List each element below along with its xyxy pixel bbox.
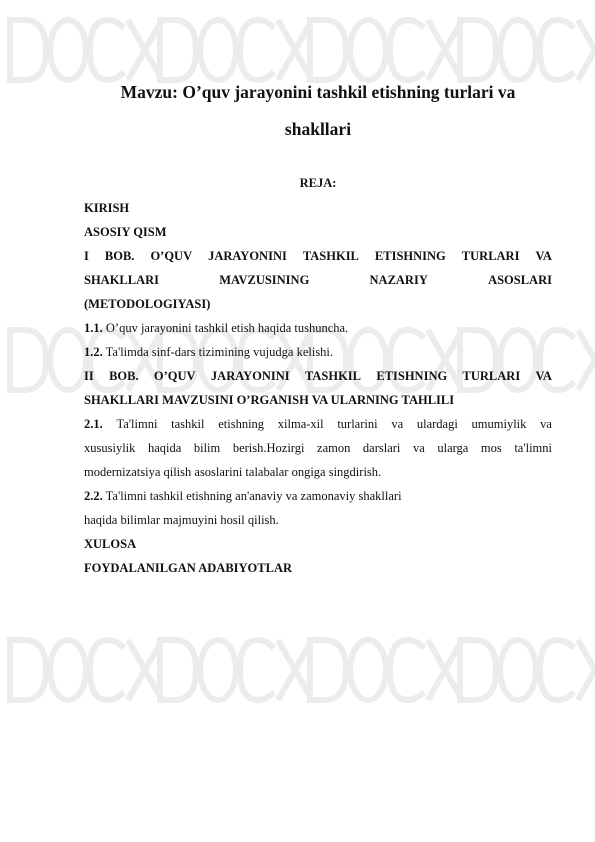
watermark-glyph [460,640,496,700]
word: VA [535,249,552,263]
watermark-glyph [90,640,124,700]
word: MAVZUSINING [219,273,310,287]
watermark-glyph [540,20,574,80]
watermark-glyph [578,20,595,80]
toc-item-2-2-line2: haqida bilimlar majmuyini hosil qilish. [84,513,279,527]
toc-item-1-2 [84,340,552,364]
plan-heading: REJA: [299,176,337,190]
watermark-glyph [500,640,536,700]
word: II [84,369,94,383]
word: TURLARI [461,249,520,263]
watermark-glyph [460,20,496,80]
word: tashkil [171,417,205,431]
word: zamon [317,441,351,455]
word: I [84,249,89,263]
watermark-glyph [428,20,462,80]
watermark-glyph [310,20,346,80]
watermark-glyph [278,640,312,700]
word: etishning [218,417,265,431]
watermark-glyph [500,20,536,80]
watermark-glyph [200,20,236,80]
item-number: 1.2. [84,345,103,359]
title-line-2: shakllari [284,119,352,139]
word: va [391,417,404,431]
page-title [84,74,552,148]
watermark-glyph [578,640,595,700]
watermark-glyph [390,640,424,700]
toc-asosiy-qism: ASOSIY QISM [84,225,167,239]
title-line-1: Mavzu: O’quv jarayonini tashkil etishning turlari va [120,82,516,102]
word: TASHKIL [302,249,359,263]
word: TASHKIL [304,369,362,383]
watermark-glyph [390,20,424,80]
word: VA [535,369,552,383]
toc-bob1-line3: (METODOLOGIYASI) [84,297,211,311]
watermark-glyph [128,640,162,700]
word: O’QUV [150,249,193,263]
item-text: O’quv jarayonini tashkil etish haqida tushuncha. [102,321,349,335]
watermark-glyph [540,640,574,700]
word: ularga [437,441,469,455]
watermark-glyph [240,640,274,700]
word: xilma-xil [277,417,324,431]
toc-bob1-line1 [84,244,552,268]
toc-kirish: KIRISH [84,201,130,215]
item-text: Ta'limni tashkil etishning an'anaviy va zamonaviy shakllari [102,489,402,503]
toc-adabiyotlar: FOYDALANILGAN ADABIYOTLAR [84,561,293,575]
word: SHAKLLARI [84,273,160,287]
item-number: 2.1. [84,417,103,431]
watermark-glyph [90,20,124,80]
word: ulardagi [416,417,458,431]
toc-item-2-1-line3: modernizatsiya qilish asoslarini talabalar ongiga singdirish. [84,465,382,479]
toc-bob2-line1 [84,364,552,388]
watermark-glyph [350,640,386,700]
word: turlarini [337,417,378,431]
toc-item-1-1 [84,316,552,340]
watermark-glyph [50,20,86,80]
word: va [412,441,425,455]
word: haqida [147,441,182,455]
word: darslari [362,441,401,455]
toc-bob1-line2 [84,268,552,292]
toc-item-2-1-line2 [84,436,552,460]
watermark-glyph [428,640,462,700]
word: JARAYONINI [208,249,287,263]
word: xususiylik [84,441,136,455]
word: O’QUV [153,369,196,383]
toc-bob2-line2: SHAKLLARI MAVZUSINI O’RGANISH VA ULARNING TAHLILI [84,393,455,407]
watermark-glyph [240,20,274,80]
watermark-glyph [160,20,196,80]
word: BOB. [104,249,135,263]
watermark-glyph [50,330,86,390]
watermark-glyph [10,20,46,80]
watermark-glyph [10,330,46,390]
word: berish.Hozirgi [232,441,305,455]
watermark-glyph [578,330,595,390]
watermark-glyph [200,640,236,700]
word: JARAYONINI [210,369,290,383]
item-number: 1.1. [84,321,103,335]
watermark-glyph [310,640,346,700]
watermark-glyph [350,20,386,80]
watermark-glyph [10,640,46,700]
word: TURLARI [462,369,521,383]
word: Ta'limni [116,417,158,431]
word: BOB. [109,369,139,383]
toc-item-2-2-line1 [84,484,552,508]
word: bilim [193,441,221,455]
word: mos [480,441,502,455]
toc-xulosa: XULOSA [84,537,137,551]
watermark-glyph [160,640,196,700]
word: umumiylik [471,417,527,431]
word: va [540,417,552,431]
item-number: 2.2. [84,489,103,503]
word: NAZARIY [369,273,428,287]
watermark-glyph [128,20,162,80]
word: ASOSLARI [488,273,552,287]
word: ETISHNING [376,369,448,383]
watermark-glyph [278,20,312,80]
toc-item-2-1-line1 [84,412,552,436]
item-text: Ta'limda sinf-dars tizimining vujudga kelishi. [102,345,334,359]
watermark-glyph [50,640,86,700]
word: ta'limni [514,441,552,455]
word: ETISHNING [374,249,446,263]
